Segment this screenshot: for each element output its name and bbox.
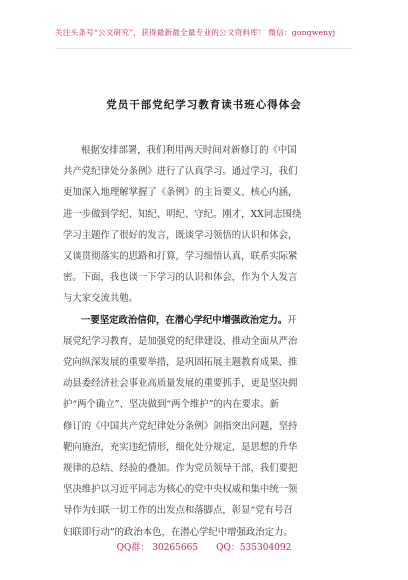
paragraph-line: 根据安排部署，我们利用两天时间对新修订的《中国: [81, 145, 297, 156]
paragraph-line: 与大家交流共勉。: [63, 293, 139, 305]
footer-qq-number: QQ：535304092: [216, 543, 292, 553]
footer-qq-group: QQ群： 30265665: [116, 543, 199, 553]
paragraph-line: 护“两个确立”、坚决做到“两个维护”的内在要求。新: [63, 399, 280, 411]
paragraph-line: 又谈贯彻落实的思路和打算，学习细悟认真，联系实际紧: [63, 251, 298, 263]
paragraph-line: 动县委经济社会事业高质量发展的重要抓手，更是坚决拥: [63, 378, 298, 390]
paragraph-line: 党向纵深发展的重要举措，是巩固拓展主题教育成果、推: [63, 357, 298, 369]
paragraph-line: 进一步做到学纪、知纪、明纪、守纪。刚才，XX同志围绕: [63, 208, 302, 220]
paragraph-line: 修订的《中国共产党纪律处分条例》剑指突出问题，坚持: [63, 420, 298, 432]
paragraph-line: 展党纪学习教育，是加强党的纪律建设、推动全面从严治: [63, 335, 298, 347]
paragraph-line: 靶向施治，充实违纪情形，细化处分规定，是思想的升华: [63, 441, 298, 453]
section-heading-tail: 开: [287, 314, 297, 326]
paragraph-line: 密。下面，我也谈一下学习的认识和体会，作为个人发言: [63, 272, 298, 284]
paragraph-line: 规律的总结、经验的叠加。作为党员领导干部，我们要把: [63, 463, 298, 475]
document-title: 党员干部党纪学习教育读书班心得体会: [106, 99, 302, 111]
header-divider: [55, 48, 353, 49]
header-promo-note: 关注头条号“公文研究”，获得最新最全最专业的公文资料库！ 微信：gongwenyj: [55, 28, 336, 37]
paragraph-line: 学习主题作了很好的发言，既谈学习领悟的认识和体会，: [63, 229, 298, 241]
paragraph-line: 坚决维护以习近平同志为核心的党中央权威和集中统一领: [63, 484, 298, 496]
paragraph-line: 共产党纪律处分条例》进行了认真学习。通过学习，我们: [63, 166, 298, 178]
footer-contact: [0, 540, 408, 553]
paragraph-line: 更加深入地理解掌握了《条例》的主旨要义、核心内涵，: [63, 187, 298, 199]
paragraph-line: 妇联即行动”的政治本色，在潜心学纪中增强政治定力。: [63, 526, 293, 538]
document-body: [63, 140, 347, 543]
section-heading: 一要坚定政治信仰，在潜心学纪中增强政治定力。: [81, 314, 288, 326]
paragraph-line: 导作为妇联一切工作的出发点和落脚点，彰显“党有号召: [63, 505, 293, 517]
section-heading-line: [63, 310, 347, 331]
